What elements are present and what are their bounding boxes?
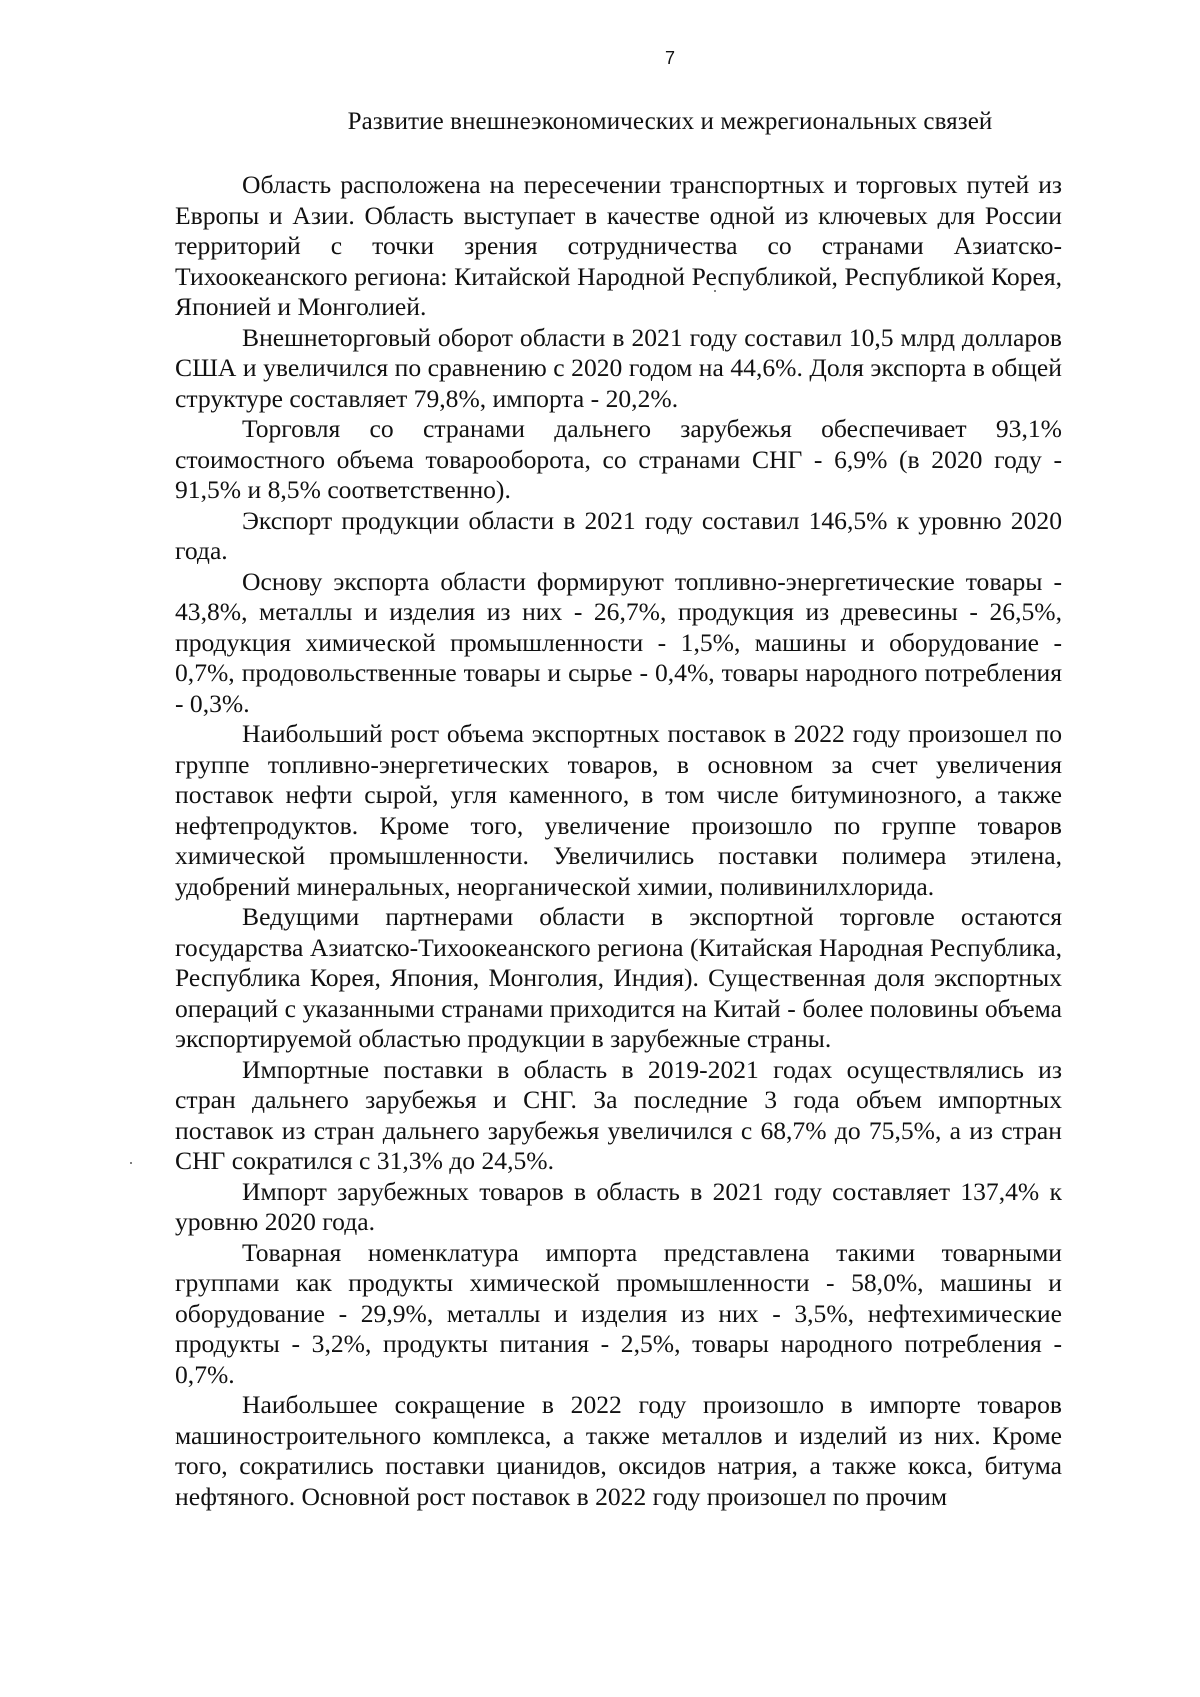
page-number: 7: [664, 48, 675, 68]
paragraph-export-growth-2022: Наибольший рост объема экспортных поставок в 2022 году произошел по группе топливно-энергетических товаров, в основном за счет увеличения поставок нефти сырой, угля каменного, в том числе битуминозного, а также нефтепродуктов. Кроме того, увеличение произошло по группе товаров химической промышленности. Увеличились поставки полимера этилена, удобрений минеральных, неорганической химии, поливинилхлорида.: [175, 719, 1062, 901]
paragraph-export-structure: Основу экспорта области формируют топливно-энергетические товары - 43,8%, металлы и изделия из них - 26,7%, продукция из древесины - 26,5%, продукция химической промышленности - 1,5%, машины и оборудование - 0,7%, продовольственные товары и сырье - 0,4%, товары народного потребления - 0,3%.: [175, 566, 1062, 718]
paragraph-export-partners: Ведущими партнерами области в экспортной торговле остаются государства Азиатско-Тихоокеанского региона (Китайская Народная Республика, Республика Корея, Япония, Монголия, Индия). Существенная доля экспортных операций с указанными странами приходится на Китай - более половины объема экспортируемой областью продукции в зарубежные страны.: [175, 902, 1062, 1053]
scan-speck: [130, 1162, 132, 1164]
scan-speck: [714, 290, 716, 292]
paragraph-trade-partners-share: Торговля со странами дальнего зарубежья обеспечивает 93,1% стоимостного объема товарооборота, со странами СНГ - 6,9% (в 2020 году - 91,5% и 8,5% соответственно).: [175, 414, 1062, 504]
paragraph-import-sources: Импортные поставки в область в 2019-2021 годах осуществлялись из стран дальнего зарубежья и СНГ. За последние 3 года объем импортных поставок из стран дальнего зарубежья увеличился с 68,7% до 75,5%, а из стран СНГ сократился с 31,3% до 24,5%.: [175, 1054, 1062, 1175]
paragraph-import-decline-2022: Наибольшее сокращение в 2022 году произошло в импорте товаров машиностроительного комплекса, а также металлов и изделий из них. Кроме того, сократились поставки цианидов, оксидов натрия, а также кокса, битума нефтяного. Основной рост поставок в 2022 году произошел по прочим: [175, 1390, 1062, 1511]
body-text: [175, 170, 1062, 1512]
paragraph-import-structure: Товарная номенклатура импорта представлена такими товарными группами как продукты химической промышленности - 58,0%, машины и оборудование - 29,9%, металлы и изделия из них - 3,5%, нефтехимические продукты - 3,2%, продукты питания - 2,5%, товары народного потребления - 0,7%.: [175, 1237, 1062, 1389]
paragraph-import-growth: Импорт зарубежных товаров в область в 2021 году составляет 137,4% к уровню 2020 года.: [175, 1176, 1062, 1236]
paragraph-export-growth: Экспорт продукции области в 2021 году составил 146,5% к уровню 2020 года.: [175, 505, 1062, 565]
paragraph-trade-turnover: Внешнеторговый оборот области в 2021 году составил 10,5 млрд долларов США и увеличился по сравнению с 2020 годом на 44,6%. Доля экспорта в общей структуре составляет 79,8%, импорта - 20,2%.: [175, 322, 1062, 413]
section-heading: Развитие внешнеэкономических и межрегиональных связей: [347, 108, 993, 135]
paragraph-location: Область расположена на пересечении транспортных и торговых путей из Европы и Азии. Область выступает в качестве одной из ключевых для России территорий с точки зрения сотрудничества со странами Азиатско-Тихоокеанского региона: Китайской Народной Республикой, Республикой Корея, Японией и Монголией.: [175, 170, 1062, 321]
